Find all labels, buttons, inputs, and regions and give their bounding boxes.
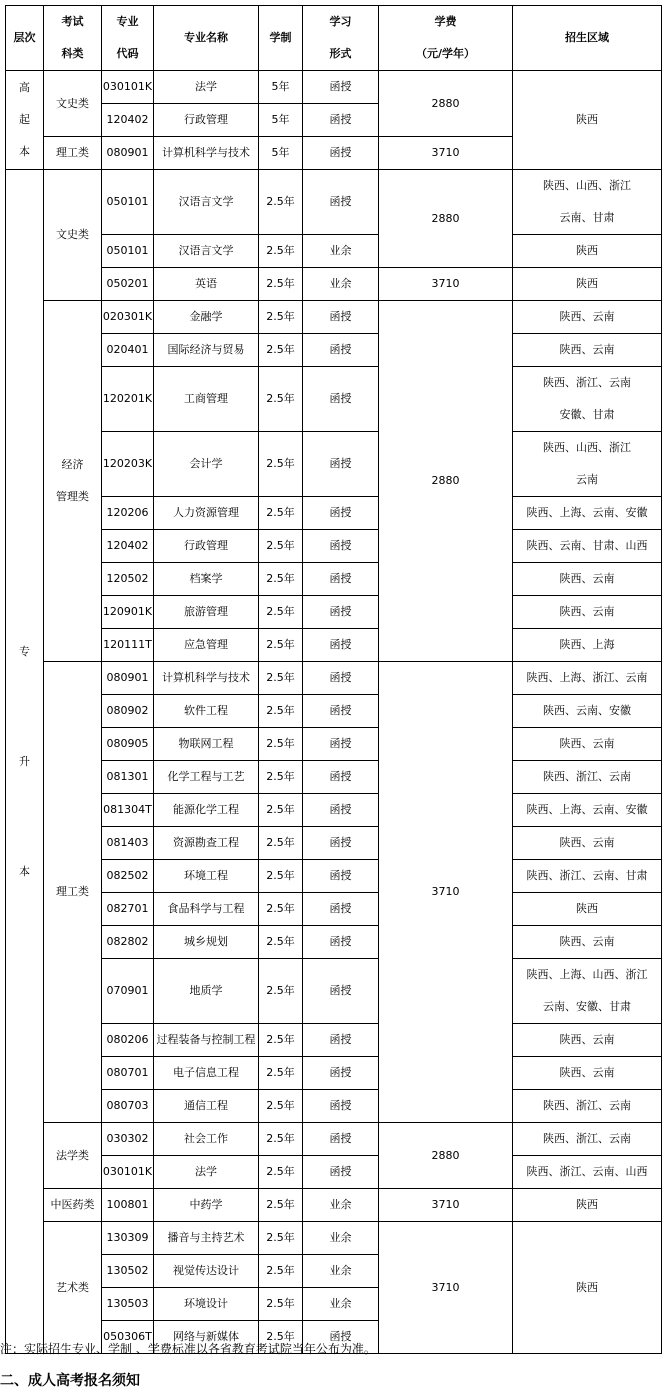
code-cell: 050101 [102,170,154,235]
name-cell: 通信工程 [154,1090,259,1123]
name-cell: 法学 [154,1156,259,1189]
duration-cell: 2.5年 [259,1288,303,1321]
name-cell: 资源勘查工程 [154,827,259,860]
code-cell: 120201K [102,367,154,432]
region-cell: 陕西、浙江、云南 [513,761,662,794]
mode-cell: 函授 [303,1123,379,1156]
code-cell: 020301K [102,301,154,334]
name-cell: 物联网工程 [154,728,259,761]
duration-cell: 2.5年 [259,596,303,629]
code-cell: 120901K [102,596,154,629]
mode-cell: 函授 [303,827,379,860]
mode-cell: 函授 [303,596,379,629]
region-cell: 陕西、上海 [513,629,662,662]
mode-cell: 函授 [303,860,379,893]
code-cell: 050306T [102,1321,154,1354]
region-cell: 陕西、浙江、云南 [513,1123,662,1156]
mode-cell: 函授 [303,926,379,959]
name-cell: 计算机科学与技术 [154,662,259,695]
region-cell: 陕西、云南、甘肃、山西 [513,530,662,563]
region-cell: 陕西、云南 [513,563,662,596]
name-cell: 能源化学工程 [154,794,259,827]
table-row [6,794,662,827]
code-cell: 030101K [102,71,154,104]
table-row [6,170,662,235]
mode-cell: 业余 [303,1288,379,1321]
level-zsb: 专 升 本 [6,170,44,1354]
category-wenshi: 文史类 [44,170,102,301]
duration-cell: 2.5年 [259,1156,303,1189]
code-cell: 080905 [102,728,154,761]
name-cell: 电子信息工程 [154,1057,259,1090]
name-cell: 英语 [154,268,259,301]
mode-cell: 函授 [303,563,379,596]
name-cell: 应急管理 [154,629,259,662]
region-cell: 陕西 [513,893,662,926]
duration-cell: 2.5年 [259,1024,303,1057]
region-cell: 陕西、上海、山西、浙江 云南、安徽、甘肃 [513,959,662,1024]
duration-cell: 5年 [259,71,303,104]
fee-cell: 3710 [379,137,513,170]
name-cell: 网络与新媒体 [154,1321,259,1354]
duration-cell: 2.5年 [259,1090,303,1123]
duration-cell: 2.5年 [259,497,303,530]
table-row [6,662,662,695]
code-cell: 080703 [102,1090,154,1123]
region-cell: 陕西 [513,235,662,268]
duration-cell: 2.5年 [259,170,303,235]
name-cell: 计算机科学与技术 [154,137,259,170]
code-cell: 030101K [102,1156,154,1189]
region-cell: 陕西 [513,1222,662,1354]
category-yishu: 艺术类 [44,1222,102,1354]
code-cell: 082502 [102,860,154,893]
table-row [6,1024,662,1057]
duration-cell: 5年 [259,137,303,170]
duration-cell: 2.5年 [259,530,303,563]
name-cell: 行政管理 [154,104,259,137]
table-row [6,367,662,432]
code-cell: 100801 [102,1189,154,1222]
mode-cell: 函授 [303,794,379,827]
mode-cell: 业余 [303,1189,379,1222]
code-cell: 080901 [102,662,154,695]
mode-cell: 函授 [303,1057,379,1090]
table-row [6,959,662,1024]
table-row [6,926,662,959]
table-row [6,1123,662,1156]
category-ligong: 理工类 [44,137,102,170]
name-cell: 人力资源管理 [154,497,259,530]
code-cell: 120111T [102,629,154,662]
fee-cell: 3710 [379,268,513,301]
name-cell: 化学工程与工艺 [154,761,259,794]
table-row [6,268,662,301]
name-cell: 食品科学与工程 [154,893,259,926]
mode-cell: 函授 [303,1321,379,1354]
region-cell: 陕西、云南、安徽 [513,695,662,728]
duration-cell: 2.5年 [259,860,303,893]
region-cell: 陕西、上海、云南、安徽 [513,497,662,530]
header-row [6,6,662,71]
table-row [6,596,662,629]
region-cell: 陕西、上海、浙江、云南 [513,662,662,695]
name-cell: 行政管理 [154,530,259,563]
fee-cell: 3710 [379,1222,513,1354]
mode-cell: 函授 [303,367,379,432]
category-faxue: 法学类 [44,1123,102,1189]
mode-cell: 业余 [303,1222,379,1255]
region-cell: 陕西、上海、云南、安徽 [513,794,662,827]
category-zhongyi: 中医药类 [44,1189,102,1222]
table-row [6,1156,662,1189]
fee-cell: 2880 [379,1123,513,1189]
code-cell: 120206 [102,497,154,530]
name-cell: 中药学 [154,1189,259,1222]
table-row [6,761,662,794]
code-cell: 081304T [102,794,154,827]
header-mode: 学习 形式 [303,6,379,71]
mode-cell: 函授 [303,497,379,530]
category-jingji: 经济 管理类 [44,301,102,662]
mode-cell: 函授 [303,695,379,728]
header-duration: 学制 [259,6,303,71]
table-row [6,629,662,662]
mode-cell: 函授 [303,334,379,367]
region-cell: 陕西、浙江、云南 [513,1090,662,1123]
duration-cell: 2.5年 [259,301,303,334]
table-row [6,334,662,367]
table-row [6,1090,662,1123]
mode-cell: 函授 [303,71,379,104]
mode-cell: 函授 [303,301,379,334]
duration-cell: 2.5年 [259,893,303,926]
table-row [6,530,662,563]
header-region: 招生区域 [513,6,662,71]
table-row [6,71,662,104]
table-row [6,1189,662,1222]
level-gqb: 高 起 本 [6,71,44,170]
region-cell: 陕西、云南 [513,827,662,860]
name-cell: 城乡规划 [154,926,259,959]
code-cell: 120203K [102,432,154,497]
category-ligong: 理工类 [44,662,102,1123]
fee-cell: 3710 [379,662,513,1123]
code-cell: 020401 [102,334,154,367]
code-cell: 080902 [102,695,154,728]
fee-cell: 2880 [379,170,513,268]
code-cell: 120502 [102,563,154,596]
duration-cell: 2.5年 [259,959,303,1024]
name-cell: 汉语言文学 [154,170,259,235]
code-cell: 120402 [102,530,154,563]
duration-cell: 2.5年 [259,563,303,596]
duration-cell: 2.5年 [259,1057,303,1090]
duration-cell: 2.5年 [259,827,303,860]
code-cell: 050201 [102,268,154,301]
table-row [6,827,662,860]
duration-cell: 2.5年 [259,794,303,827]
name-cell: 视觉传达设计 [154,1255,259,1288]
code-cell: 081403 [102,827,154,860]
region-cell: 陕西 [513,1189,662,1222]
mode-cell: 业余 [303,268,379,301]
mode-cell: 函授 [303,728,379,761]
header-level: 层次 [6,6,44,71]
duration-cell: 2.5年 [259,432,303,497]
duration-cell: 2.5年 [259,367,303,432]
name-cell: 法学 [154,71,259,104]
code-cell: 050101 [102,235,154,268]
name-cell: 国际经济与贸易 [154,334,259,367]
duration-cell: 2.5年 [259,695,303,728]
mode-cell: 函授 [303,662,379,695]
header-fee: 学费 （元/学年） [379,6,513,71]
code-cell: 130503 [102,1288,154,1321]
header-category: 考试 科类 [44,6,102,71]
table-row [6,235,662,268]
duration-cell: 2.5年 [259,629,303,662]
duration-cell: 2.5年 [259,662,303,695]
name-cell: 社会工作 [154,1123,259,1156]
name-cell: 软件工程 [154,695,259,728]
name-cell: 金融学 [154,301,259,334]
fee-cell: 2880 [379,301,513,662]
code-cell: 130502 [102,1255,154,1288]
region-cell: 陕西、山西、浙江 云南、甘肃 [513,170,662,235]
code-cell: 082701 [102,893,154,926]
fee-cell: 3710 [379,1189,513,1222]
code-cell: 070901 [102,959,154,1024]
mode-cell: 函授 [303,1024,379,1057]
header-code: 专业 代码 [102,6,154,71]
region-cell: 陕西、浙江、云南、甘肃 [513,860,662,893]
name-cell: 会计学 [154,432,259,497]
code-cell: 080701 [102,1057,154,1090]
region-cell: 陕西、浙江、云南 安徽、甘肃 [513,367,662,432]
region-cell: 陕西、云南 [513,596,662,629]
mode-cell: 函授 [303,629,379,662]
region-cell: 陕西、云南 [513,1057,662,1090]
duration-cell: 2.5年 [259,1189,303,1222]
duration-cell: 2.5年 [259,1123,303,1156]
region-cell: 陕西 [513,71,662,170]
mode-cell: 函授 [303,761,379,794]
name-cell: 过程装备与控制工程 [154,1024,259,1057]
region-cell: 陕西、云南 [513,728,662,761]
mode-cell: 业余 [303,1255,379,1288]
table-row [6,893,662,926]
mode-cell: 函授 [303,893,379,926]
duration-cell: 2.5年 [259,334,303,367]
name-cell: 环境设计 [154,1288,259,1321]
mode-cell: 函授 [303,1156,379,1189]
table-row [6,728,662,761]
header-name: 专业名称 [154,6,259,71]
duration-cell: 5年 [259,104,303,137]
code-cell: 120402 [102,104,154,137]
duration-cell: 2.5年 [259,1222,303,1255]
mode-cell: 函授 [303,530,379,563]
footnote: 注：实际招生专业、学制 、学费标准以各省教育考试院当年公布为准。 [0,1342,376,1356]
admissions-table [5,5,662,1354]
duration-cell: 2.5年 [259,728,303,761]
mode-cell: 函授 [303,1090,379,1123]
table-row [6,432,662,497]
duration-cell: 2.5年 [259,761,303,794]
duration-cell: 2.5年 [259,926,303,959]
name-cell: 工商管理 [154,367,259,432]
mode-cell: 函授 [303,137,379,170]
duration-cell: 2.5年 [259,235,303,268]
region-cell: 陕西、云南 [513,926,662,959]
mode-cell: 函授 [303,104,379,137]
table-row [6,695,662,728]
table-row [6,1222,662,1255]
region-cell: 陕西、云南 [513,334,662,367]
mode-cell: 函授 [303,959,379,1024]
duration-cell: 2.5年 [259,1255,303,1288]
code-cell: 082802 [102,926,154,959]
region-cell: 陕西、山西、浙江 云南 [513,432,662,497]
code-cell: 081301 [102,761,154,794]
table-row [6,1057,662,1090]
region-cell: 陕西、浙江、云南、山西 [513,1156,662,1189]
name-cell: 旅游管理 [154,596,259,629]
code-cell: 030302 [102,1123,154,1156]
mode-cell: 函授 [303,432,379,497]
region-cell: 陕西、云南 [513,301,662,334]
name-cell: 汉语言文学 [154,235,259,268]
mode-cell: 函授 [303,170,379,235]
fee-cell: 2880 [379,71,513,137]
category-wenshi: 文史类 [44,71,102,137]
code-cell: 080206 [102,1024,154,1057]
table-row [6,497,662,530]
region-cell: 陕西 [513,268,662,301]
duration-cell: 2.5年 [259,268,303,301]
table-row [6,563,662,596]
table-row [6,860,662,893]
name-cell: 播音与主持艺术 [154,1222,259,1255]
duration-cell: 2.5年 [259,1321,303,1354]
code-cell: 080901 [102,137,154,170]
name-cell: 环境工程 [154,860,259,893]
code-cell: 130309 [102,1222,154,1255]
region-cell: 陕西、云南 [513,1024,662,1057]
name-cell: 地质学 [154,959,259,1024]
next-section-heading: 二、成人高考报名须知 [0,1373,140,1389]
name-cell: 档案学 [154,563,259,596]
table-row [6,301,662,334]
mode-cell: 业余 [303,235,379,268]
